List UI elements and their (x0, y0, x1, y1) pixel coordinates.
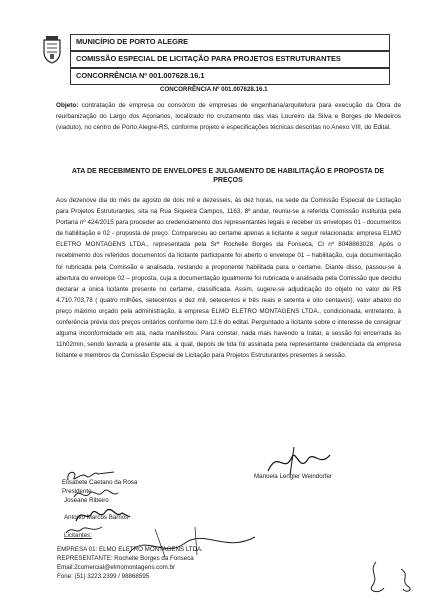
ata-title: ATA DE RECEBIMENTO DE ENVELOPES E JULGAMENTO DE HABILITAÇÃO E PROPOSTA DE PREÇOS (71, 168, 385, 184)
header-municipality: MUNICÍPIO DE PORTO ALEGRE (76, 37, 189, 46)
objeto-paragraph (56, 101, 401, 134)
email-line: Email:2comercial@elmomontagens.com.br (57, 564, 176, 571)
document-title: CONCORRÊNCIA Nº 001.007628.16.1 (160, 86, 268, 93)
signatory-antonio-name: Antonio Marcos Barrios (64, 514, 129, 521)
header-concorrencia: CONCORRÊNCIA Nº 001.007628.16.1 (76, 71, 205, 80)
objeto-text: contratação de empresa ou consórcio de empresas de engenharia/arquitetura para execução da Obra de reurbanização do Largo dos Açorianos, localizado no cruzamento das vias Loureiro da Silva e Borges de Medeiros (viaduto), no centro de Porto Alegre-RS, conforme projeto e especificações técnicas descritas no Anexo VIII, do Edital. (56, 102, 401, 131)
signatory-elisabete-name: Elisabete Caetano da Rosa (62, 479, 138, 486)
initials-mark-1 (358, 560, 394, 596)
signatory-elisabete-role: Presidente (62, 488, 92, 495)
representative-line: REPRESENTANTE: Rochelle Borges da Fonseca (57, 555, 194, 562)
objeto-label: Objeto: (56, 102, 79, 109)
header-commission: COMISSÃO ESPECIAL DE LICITAÇÃO PARA PROJETOS ESTRUTURANTES (76, 54, 341, 63)
initials-mark-2 (395, 565, 419, 595)
signatory-manoela-name: Manoela Lengler Weindorfer (254, 473, 332, 480)
coat-of-arms-icon (40, 34, 64, 64)
company-line: EMPRESA 01: ELMO ELETRO MONTAGENS LTDA. (57, 546, 203, 553)
ata-body: Aos dezenove dia do mês de agosto de dois mil e dezesseis, às dez horas, na sede da Comissão Especial de Licitação para Projetos Estruturantes, sita na Rua Siqueira Campos, 1163, 8º andar, reuniu-se a referida Comissão instituída pela Portaria nº 424/2015 para proceder ao credenciamento dos representantes legais e receber os envelopes 01 - documentos de habilitação e 02 - proposta de preço. Compareceu ao certame apenas a licitante a seguir relacionada: empresa ELMO ELETRO MONTAGENS LTDA., representada pela Srª Rochelle Borges da Fonseca, CI nº 8048863028. Após o recebimento dos referidos documentos da licitante participante foi aberto o envelope 01 – habilitação, cuja documentação foi rubricada pela Comissão e analisada, restando a proponente habilitada para o certame. Diante disso, passou-se à abertura do envelope 02 – proposta, cuja a documentação igualmente foi rubricada e analisada pela Comissão que decidiu declarar a única licitante presente no certame, classificada. Assim, sugere-se adjudicação do objeto no valor de R$ 4.710.703,78 ( quatro milhões, setecentos e dez mil, setecentos e três reais e setenta e oito centavos), valor abaixo do preço máximo orçado pela administração, à empresa ELMO ELETRO MONTAGENS LTDA., condicionada, entretanto, à conferência prévia dos preços unitários conforme item 12.6 do edital. Perguntado a licitante sobre o interesse de consignar alguma inconformidade em ata, nada manifestou. Para constar, nada mais havendo a tratar, a sessão foi encerrada às 11h02min, sendo lavrada a presente ata, a qual, depois de lida foi assinada pela representante credenciada da empresa licitante e membros da Comissão Especial de Licitação para Projetos Estruturantes presentes à sessão. (56, 197, 401, 360)
signatory-joseane-name: Joseane Ribeiro (64, 497, 109, 504)
licitantes-label: Licitantes: (64, 532, 92, 539)
phone-line: Fone: (51) 3223.2399 / 98868595 (57, 573, 150, 580)
